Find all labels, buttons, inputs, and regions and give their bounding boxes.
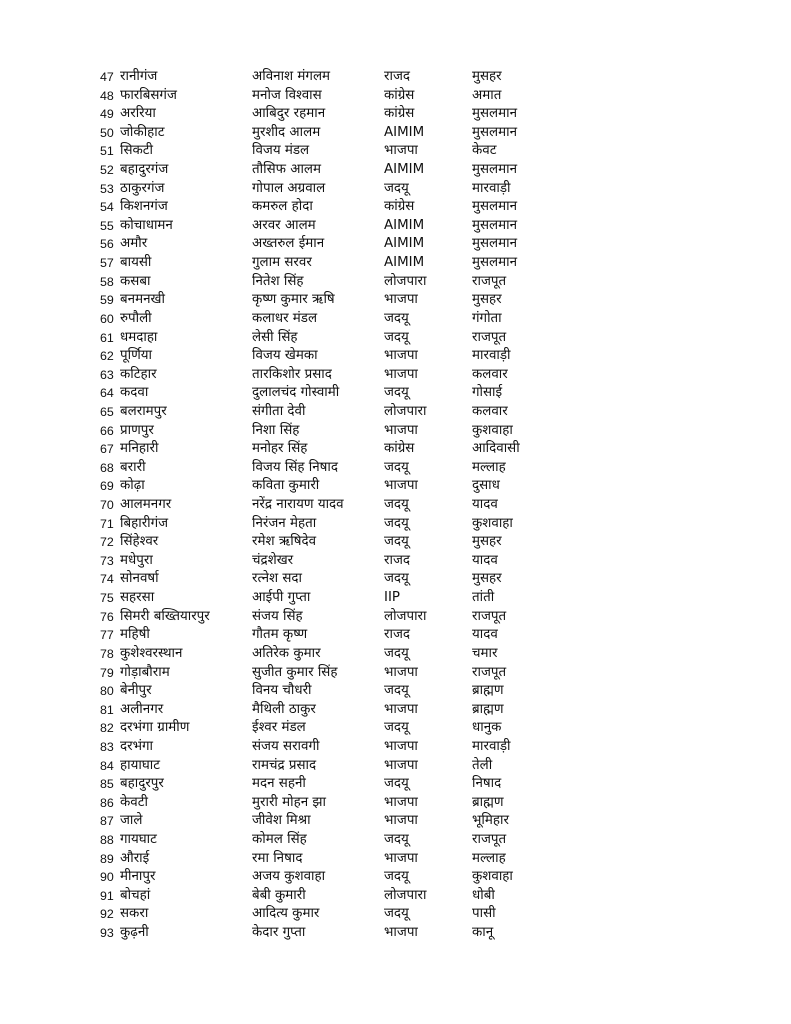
cell-name: विजय सिंह निषाद: [252, 459, 338, 475]
candidate-list: [100, 68, 740, 943]
cell-caste: कुशवाहा: [472, 422, 513, 438]
cell-name: गुलाम सरवर: [252, 255, 312, 271]
cell-seat: सहरसा: [120, 590, 155, 606]
cell-seat: धमदाहा: [120, 329, 158, 345]
cell-name: जीवेश मिश्रा: [252, 813, 311, 829]
cell-party: जदयू: [384, 776, 409, 792]
cell-party: भाजपा: [384, 813, 418, 829]
cell-no: 57: [100, 256, 114, 271]
cell-seat: कुढ़नी: [120, 925, 149, 941]
cell-party: AIMIM: [384, 217, 425, 233]
cell-caste: मल्लाह: [472, 850, 506, 866]
cell-no: 49: [100, 107, 114, 122]
table-row: [100, 235, 740, 254]
table-row: [100, 831, 740, 850]
cell-party: भाजपा: [384, 850, 418, 866]
cell-seat: बहादुरगंज: [120, 162, 169, 178]
cell-caste: राजपूत: [472, 329, 507, 345]
cell-caste: मुसलमान: [472, 124, 518, 140]
table-row: [100, 757, 740, 776]
cell-caste: तांती: [472, 590, 495, 606]
cell-party: IIP: [384, 590, 400, 606]
table-row: [100, 291, 740, 310]
cell-caste: यादव: [472, 552, 498, 568]
table-row: [100, 812, 740, 831]
cell-seat: सकरा: [120, 906, 149, 922]
cell-caste: तेली: [472, 757, 493, 773]
cell-caste: आदिवासी: [472, 441, 520, 457]
cell-seat: हायाघाट: [120, 757, 160, 773]
cell-no: 93: [100, 926, 114, 941]
cell-name: अतिरेक कुमार: [252, 645, 321, 661]
cell-party: भाजपा: [384, 664, 418, 680]
cell-seat: जोकीहाट: [120, 124, 165, 140]
cell-caste: मारवाड़ी: [472, 738, 511, 754]
cell-seat: बिहारीगंज: [120, 515, 169, 531]
cell-no: 50: [100, 125, 114, 140]
table-row: [100, 477, 740, 496]
cell-name: आबिदुर रहमान: [252, 106, 326, 122]
table-row: [100, 310, 740, 329]
cell-caste: राजपूत: [472, 608, 507, 624]
cell-name: विनय चौधरी: [252, 683, 312, 699]
table-row: [100, 868, 740, 887]
cell-seat: मीनापुर: [120, 869, 156, 885]
table-row: [100, 217, 740, 236]
table-row: [100, 87, 740, 106]
cell-seat: गायघाट: [120, 831, 157, 847]
cell-name: तारकिशोर प्रसाद: [252, 366, 332, 382]
cell-party: कांग्रेस: [384, 199, 415, 215]
table-row: [100, 794, 740, 813]
cell-party: भाजपा: [384, 701, 418, 717]
cell-no: 76: [100, 609, 114, 624]
cell-no: 83: [100, 739, 114, 754]
cell-name: रत्नेश सदा: [252, 571, 303, 587]
cell-no: 56: [100, 237, 114, 252]
cell-caste: मुसहर: [472, 534, 502, 550]
cell-seat: सिमरी बख्तियारपुर: [120, 608, 210, 624]
cell-seat: कोढ़ा: [120, 478, 145, 494]
cell-caste: यादव: [472, 627, 498, 643]
table-row: [100, 664, 740, 683]
cell-seat: सिंहेश्वर: [120, 534, 159, 550]
cell-party: भाजपा: [384, 478, 418, 494]
cell-seat: बनमनखी: [120, 292, 165, 308]
cell-caste: राजपूत: [472, 273, 507, 289]
cell-party: लोजपारा: [384, 887, 427, 903]
cell-name: कमरुल होदा: [252, 199, 313, 215]
cell-name: विजय मंडल: [252, 143, 310, 159]
cell-caste: गोसाई: [472, 385, 503, 401]
cell-no: 61: [100, 330, 114, 345]
cell-party: भाजपा: [384, 925, 418, 941]
cell-caste: कुशवाहा: [472, 869, 513, 885]
cell-name: नरेंद्र नारायण यादव: [252, 497, 344, 513]
cell-no: 79: [100, 665, 114, 680]
cell-caste: धोबी: [472, 887, 495, 903]
cell-no: 64: [100, 386, 114, 401]
cell-name: बेबी कुमारी: [252, 887, 306, 903]
cell-party: जदयू: [384, 831, 409, 847]
cell-caste: मुसहर: [472, 69, 502, 84]
cell-no: 91: [100, 888, 114, 903]
cell-party: जदयू: [384, 645, 409, 661]
cell-no: 77: [100, 628, 114, 643]
cell-seat: पूर्णिया: [120, 348, 152, 364]
cell-party: कांग्रेस: [384, 106, 415, 122]
cell-name: आदित्य कुमार: [252, 906, 320, 922]
cell-no: 80: [100, 684, 114, 699]
cell-seat: कुशेश्वरस्थान: [120, 645, 183, 661]
cell-party: जदयू: [384, 683, 409, 699]
cell-name: सुजीत कुमार सिंह: [252, 664, 338, 680]
cell-party: भाजपा: [384, 143, 418, 159]
cell-seat: महिषी: [120, 627, 150, 643]
cell-no: 86: [100, 795, 114, 810]
cell-caste: मारवाड़ी: [472, 180, 511, 196]
cell-party: भाजपा: [384, 422, 418, 438]
cell-caste: मुसहर: [472, 292, 502, 308]
cell-caste: कानू: [472, 925, 494, 941]
cell-caste: राजपूत: [472, 664, 507, 680]
cell-seat: कोचाधामन: [120, 217, 173, 233]
cell-seat: दरभंगा: [120, 738, 154, 754]
cell-no: 48: [100, 88, 114, 103]
cell-no: 92: [100, 907, 114, 922]
cell-name: निशा सिंह: [252, 422, 300, 438]
cell-caste: धानुक: [472, 720, 502, 736]
cell-party: जदयू: [384, 310, 409, 326]
cell-no: 67: [100, 442, 114, 457]
cell-party: जदयू: [384, 571, 409, 587]
cell-caste: कुशवाहा: [472, 515, 513, 531]
cell-name: संगीता देवी: [252, 403, 306, 419]
cell-no: 73: [100, 553, 114, 568]
cell-name: मनोज विश्वास: [252, 87, 322, 103]
cell-seat: बलरामपुर: [120, 403, 167, 419]
cell-seat: रुपौली: [120, 310, 152, 326]
cell-name: रामचंद्र प्रसाद: [252, 757, 317, 773]
cell-party: जदयू: [384, 385, 409, 401]
cell-seat: जाले: [120, 813, 143, 829]
cell-no: 87: [100, 814, 114, 829]
cell-caste: मुसलमान: [472, 236, 518, 252]
cell-caste: निषाद: [472, 776, 502, 792]
cell-party: जदयू: [384, 906, 409, 922]
table-row: [100, 570, 740, 589]
cell-name: नितेश सिंह: [252, 273, 304, 289]
cell-caste: ब्राह्मण: [472, 683, 504, 699]
cell-seat: बेनीपुर: [120, 683, 152, 699]
cell-party: भाजपा: [384, 794, 418, 810]
cell-seat: मधेपुरा: [120, 552, 153, 568]
cell-name: कलाधर मंडल: [252, 310, 318, 326]
cell-caste: दुसाध: [472, 478, 500, 494]
cell-name: गौतम कृष्ण: [252, 627, 308, 643]
cell-party: AIMIM: [384, 162, 425, 178]
cell-caste: कलवार: [472, 403, 508, 419]
table-row: [100, 329, 740, 348]
cell-name: कविता कुमारी: [252, 478, 320, 494]
cell-party: भाजपा: [384, 348, 418, 364]
cell-seat: सोनवर्षा: [120, 571, 159, 587]
cell-party: AIMIM: [384, 255, 425, 271]
cell-party: भाजपा: [384, 757, 418, 773]
cell-no: 78: [100, 646, 114, 661]
table-row: [100, 701, 740, 720]
cell-seat: बरारी: [120, 459, 146, 475]
table-row: [100, 626, 740, 645]
table-row: [100, 161, 740, 180]
table-row: [100, 124, 740, 143]
table-row: [100, 198, 740, 217]
table-row: [100, 850, 740, 869]
cell-seat: फारबिसगंज: [120, 87, 177, 103]
cell-name: रमा निषाद: [252, 850, 303, 866]
table-row: [100, 533, 740, 552]
table-row: [100, 905, 740, 924]
cell-no: 82: [100, 721, 114, 736]
cell-no: 54: [100, 200, 114, 215]
cell-caste: गंगोता: [472, 310, 502, 326]
table-row: [100, 142, 740, 161]
cell-caste: यादव: [472, 497, 498, 513]
table-row: [100, 347, 740, 366]
table-row: [100, 775, 740, 794]
cell-caste: ब्राह्मण: [472, 794, 504, 810]
cell-no: 59: [100, 293, 114, 308]
cell-name: मदन सहनी: [252, 776, 306, 792]
table-row: [100, 459, 740, 478]
cell-party: जदयू: [384, 534, 409, 550]
table-row: [100, 645, 740, 664]
cell-no: 55: [100, 218, 114, 233]
table-row: [100, 552, 740, 571]
cell-seat: बायसी: [120, 255, 152, 271]
table-row: [100, 496, 740, 515]
cell-caste: मुसहर: [472, 571, 502, 587]
cell-no: 88: [100, 832, 114, 847]
cell-name: संजय सरावगी: [252, 738, 320, 754]
cell-seat: अररिया: [120, 106, 156, 122]
table-row: [100, 589, 740, 608]
cell-no: 63: [100, 367, 114, 382]
cell-party: राजद: [384, 69, 410, 84]
cell-name: कोमल सिंह: [252, 831, 307, 847]
cell-seat: कसबा: [120, 273, 151, 289]
table-row: [100, 68, 740, 87]
cell-name: संजय सिंह: [252, 608, 303, 624]
cell-party: राजद: [384, 627, 410, 643]
cell-party: जदयू: [384, 720, 409, 736]
cell-seat: औराई: [120, 850, 150, 866]
cell-name: दुलालचंद गोस्वामी: [252, 385, 340, 401]
cell-name: अरवर आलम: [252, 217, 316, 233]
cell-name: मुरशीद आलम: [252, 124, 321, 140]
cell-party: जदयू: [384, 497, 409, 513]
cell-party: भाजपा: [384, 738, 418, 754]
cell-party: जदयू: [384, 869, 409, 885]
cell-seat: रानीगंज: [120, 69, 158, 84]
cell-name: रमेश ऋषिदेव: [252, 534, 317, 550]
cell-no: 47: [100, 70, 114, 84]
cell-party: कांग्रेस: [384, 441, 415, 457]
table-row: [100, 738, 740, 757]
table-row: [100, 887, 740, 906]
cell-party: लोजपारा: [384, 403, 427, 419]
cell-caste: भूमिहार: [472, 813, 509, 829]
cell-caste: मारवाड़ी: [472, 348, 511, 364]
cell-seat: बोचहां: [120, 887, 151, 903]
cell-seat: गोड़ाबौराम: [120, 664, 170, 680]
cell-caste: मुसलमान: [472, 217, 518, 233]
table-row: [100, 719, 740, 738]
cell-no: 65: [100, 404, 114, 419]
cell-no: 58: [100, 274, 114, 289]
table-row: [100, 180, 740, 199]
cell-party: AIMIM: [384, 236, 425, 252]
cell-seat: बहादुरपुर: [120, 776, 164, 792]
cell-caste: मुसलमान: [472, 255, 518, 271]
cell-name: लेसी सिंह: [252, 329, 298, 345]
cell-name: तौसिफ आलम: [252, 162, 321, 178]
cell-no: 89: [100, 851, 114, 866]
cell-name: अख्तरुल ईमान: [252, 236, 325, 252]
cell-no: 62: [100, 349, 114, 364]
cell-no: 51: [100, 144, 114, 159]
table-row: [100, 105, 740, 124]
cell-seat: दरभंगा ग्रामीण: [120, 720, 190, 736]
cell-name: अजय कुशवाहा: [252, 869, 326, 885]
cell-party: भाजपा: [384, 366, 418, 382]
cell-name: विजय खेमका: [252, 348, 318, 364]
cell-caste: ब्राह्मण: [472, 701, 504, 717]
cell-name: गोपाल अग्रवाल: [252, 180, 326, 196]
cell-no: 66: [100, 423, 114, 438]
cell-party: AIMIM: [384, 124, 425, 140]
cell-seat: प्राणपुर: [120, 422, 154, 438]
table-row: [100, 515, 740, 534]
cell-seat: कदवा: [120, 385, 149, 401]
cell-party: भाजपा: [384, 292, 418, 308]
table-row: [100, 273, 740, 292]
cell-no: 70: [100, 498, 114, 513]
cell-caste: केवट: [472, 143, 497, 159]
cell-seat: सिकटी: [120, 143, 154, 159]
table-row: [100, 608, 740, 627]
cell-party: जदयू: [384, 515, 409, 531]
cell-name: मैथिली ठाकुर: [252, 701, 316, 717]
cell-party: जदयू: [384, 180, 409, 196]
cell-party: लोजपारा: [384, 273, 427, 289]
cell-party: कांग्रेस: [384, 87, 415, 103]
table-row: [100, 440, 740, 459]
cell-no: 85: [100, 777, 114, 792]
cell-name: ईश्वर मंडल: [252, 720, 306, 736]
table-row: [100, 924, 740, 943]
cell-name: निरंजन मेहता: [252, 515, 317, 531]
cell-caste: अमात: [472, 87, 502, 103]
cell-party: राजद: [384, 552, 410, 568]
table-row: [100, 384, 740, 403]
cell-no: 81: [100, 702, 114, 717]
cell-seat: केवटी: [120, 794, 148, 810]
cell-seat: मनिहारी: [120, 441, 159, 457]
table-row: [100, 254, 740, 273]
cell-no: 60: [100, 311, 114, 326]
cell-seat: ठाकुरगंज: [120, 180, 165, 196]
cell-no: 90: [100, 870, 114, 885]
cell-party: लोजपारा: [384, 608, 427, 624]
cell-name: केदार गुप्ता: [252, 925, 306, 941]
table-row: [100, 422, 740, 441]
cell-name: कृष्ण कुमार ऋषि: [252, 292, 335, 308]
table-row: [100, 366, 740, 385]
cell-caste: पासी: [472, 906, 496, 922]
cell-name: अविनाश मंगलम: [252, 69, 331, 84]
table-row: [100, 682, 740, 701]
cell-seat: आलमनगर: [120, 497, 172, 513]
cell-seat: कटिहार: [120, 366, 157, 382]
cell-no: 69: [100, 479, 114, 494]
cell-no: 52: [100, 163, 114, 178]
cell-caste: चमार: [472, 645, 498, 661]
cell-no: 71: [100, 516, 114, 531]
cell-no: 72: [100, 535, 114, 550]
cell-no: 68: [100, 460, 114, 475]
cell-seat: अलीनगर: [120, 701, 164, 717]
cell-party: जदयू: [384, 459, 409, 475]
cell-caste: मुसलमान: [472, 162, 518, 178]
cell-no: 84: [100, 758, 114, 773]
cell-seat: किशनगंज: [120, 199, 168, 215]
cell-no: 53: [100, 181, 114, 196]
cell-caste: मल्लाह: [472, 459, 506, 475]
cell-caste: मुसलमान: [472, 106, 518, 122]
table-row: [100, 403, 740, 422]
cell-name: चंद्रशेखर: [252, 552, 294, 568]
cell-name: मनोहर सिंह: [252, 441, 308, 457]
cell-name: मुरारी मोहन झा: [252, 794, 327, 810]
cell-caste: मुसलमान: [472, 199, 518, 215]
cell-caste: कलवार: [472, 366, 508, 382]
cell-party: जदयू: [384, 329, 409, 345]
cell-caste: राजपूत: [472, 831, 507, 847]
cell-name: आईपी गुप्ता: [252, 590, 311, 606]
cell-no: 74: [100, 572, 114, 587]
cell-no: 75: [100, 591, 114, 606]
cell-seat: अमौर: [120, 236, 148, 252]
